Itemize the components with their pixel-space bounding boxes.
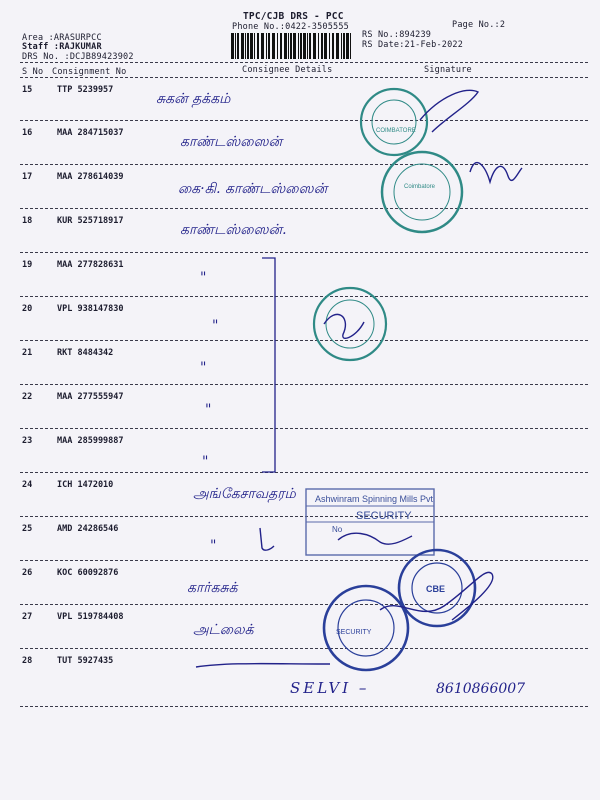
consignment-no: MAA 284715037 (57, 128, 124, 138)
stamp-ashwinram-security: SECURITY (356, 510, 412, 522)
ashwinram-stamp (306, 489, 434, 555)
handwriting-row-18: காண்டஸ்ஸைன். (180, 222, 287, 238)
col-consignment: Consignment No (52, 67, 127, 77)
stamp-lakshmi-center: SECURITY (336, 629, 372, 636)
handwriting-row-24: அங்கேசாவதரம் (193, 486, 296, 502)
consignment-no: VPL 519784408 (57, 612, 124, 622)
phone-number: Phone No.:0422-3505555 (232, 22, 349, 32)
consignment-no: KOC 60092876 (57, 568, 119, 578)
handwriting-row-26: கார்கசுக் (187, 580, 238, 596)
consignment-no: VPL 938147830 (57, 304, 124, 314)
rs-date: RS Date:21-Feb-2022 (362, 40, 464, 50)
ditto-mark: " (200, 360, 207, 376)
ditto-mark: " (200, 270, 207, 286)
consignment-no: MAA 278614039 (57, 172, 124, 182)
consignment-no: MAA 277828631 (57, 260, 124, 270)
drs-title: TPC/CJB DRS - PCC (243, 11, 344, 22)
col-consignee: Consignee Details (242, 65, 333, 75)
rs-number: RS No.:894239 (362, 30, 432, 40)
consignment-no: MAA 285999887 (57, 436, 124, 446)
stamp-conpac-center: CBE (426, 584, 446, 594)
row-sno: 15 (22, 85, 33, 95)
conpac-stamp (399, 550, 475, 626)
ditto-bracket (262, 258, 275, 472)
ditto-mark: " (205, 402, 212, 418)
row-sno: 28 (22, 656, 33, 666)
stamp-ashwinram-name: Ashwinram Spinning Mills Pvt (315, 494, 434, 504)
drs-number: DRS No. :DCJB89423902 (22, 52, 134, 62)
consignment-no: KUR 525718917 (57, 216, 124, 226)
row-sno: 21 (22, 348, 33, 358)
consignment-no: AMD 24286546 (57, 524, 119, 534)
col-sno: S No (22, 67, 44, 77)
lakshmi-stamp (324, 586, 408, 670)
kinnery-stamp (382, 152, 462, 232)
handwriting-row-28-name: SELVI – (290, 679, 370, 697)
handwriting-row-15: சுகன் தக்கம் (156, 91, 231, 107)
row-sno: 19 (22, 260, 33, 270)
consignment-no: TUT 5927435 (57, 656, 114, 666)
stamp-kinnery-center: Coimbatore (404, 184, 436, 190)
col-signature: Signature (424, 65, 472, 75)
row-sno: 16 (22, 128, 33, 138)
row-sno: 22 (22, 392, 33, 402)
stamp-craftsman-center: COIMBATORE (376, 128, 416, 134)
page-number: Page No.:2 (452, 20, 506, 30)
row-sno: 25 (22, 524, 33, 534)
handwriting-row-16: காண்டஸ்ஸைன் (180, 134, 283, 150)
handwriting-row-28-phone: 8610866007 (436, 681, 526, 697)
consignment-no: MAA 277555947 (57, 392, 124, 402)
ditto-mark: " (212, 318, 219, 334)
row-sno: 17 (22, 172, 33, 182)
staff: Staff :RAJKUMAR (22, 42, 102, 52)
row-sno: 24 (22, 480, 33, 490)
row-sno: 18 (22, 216, 33, 226)
row-sno: 26 (22, 568, 33, 578)
consignment-no: TTP 5239957 (57, 85, 114, 95)
consignment-no: RKT 8484342 (57, 348, 114, 358)
row-sno: 23 (22, 436, 33, 446)
stamp-ashwinram-no: No (332, 525, 343, 534)
ditto-mark: " (202, 454, 209, 470)
area: Area :ARASURPCC (22, 33, 102, 43)
consignment-no: ICH 1472010 (57, 480, 114, 490)
craftsman-stamp (361, 89, 427, 155)
handwriting-row-27: அட்லைக் (193, 622, 254, 638)
handwriting-row-17: கை·கி. காண்டஸ்ஸைன் (178, 181, 328, 197)
row-sno: 20 (22, 304, 33, 314)
ditto-mark: " (210, 538, 217, 554)
row-sno: 27 (22, 612, 33, 622)
